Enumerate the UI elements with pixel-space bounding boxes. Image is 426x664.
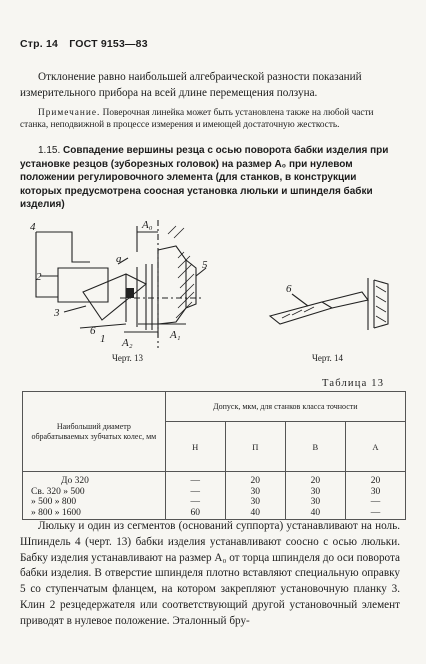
header-diameter: Наибольший диаметр обрабатываемых зубчатых колес, мм xyxy=(23,392,166,472)
label-4: 4 xyxy=(30,221,36,233)
label-A1: A₁ xyxy=(170,329,181,341)
cell-value: 40 xyxy=(310,507,321,518)
class-header-p: П xyxy=(225,422,285,472)
table-title: Таблица 13 xyxy=(322,378,385,389)
row-diameter: До 320 xyxy=(61,476,89,486)
cell-value: — xyxy=(190,476,200,486)
cell-value: 30 xyxy=(250,486,261,497)
cell-value: — xyxy=(370,507,381,518)
cell-value: 20 xyxy=(250,476,261,486)
note-label: Примечание. xyxy=(38,108,101,118)
label-6-fig14: 6 xyxy=(286,283,292,295)
note-paragraph xyxy=(20,108,400,131)
class-header-a: А xyxy=(345,422,405,472)
row-diameter: » 800 » 1600 xyxy=(31,507,81,518)
section-heading xyxy=(20,144,400,212)
label-1: 1 xyxy=(100,333,106,345)
label-6: 6 xyxy=(90,325,96,337)
table-row xyxy=(23,472,406,520)
intro-paragraph: Отклонение равно наибольшей алгебраической разности показаний измерительного прибора на всей длине перемещения ползуна. xyxy=(20,71,362,99)
body-paragraph: Люльку и один из сегментов (оснований суппорта) устанавливают на ноль. Шпиндель 4 (черт. 13) бабки изделия устанавливают соосно с осью люльки. Бабку изделия устанавливают на размер A₀ от торца шпинделя до оси поворота бабки изделия. В отверстие шпинделя плотно вставляют специальную оправку 5 со ступенчатым фланцем, на котором закрепляют установочную планку 3. Клин 2 резцедержателя или соответствующий другой установочный элемент приводят в нулевое положение. Эталонный бру- xyxy=(20,520,400,627)
cell-value: 30 xyxy=(310,486,321,497)
class-header-n: Н xyxy=(165,422,225,472)
note-text: Поверочная линейка может быть установлена также на любой части станка, неподвижной в процессе измерения и имеющей достаточную жесткость. xyxy=(20,108,374,130)
section-heading-text: Совпадение вершины резца с осью поворота бабки изделия при установке резцов (зуборезных головок) на размер A₀ при нулевом положении регулировочного элемента (для станков, в конструкции которых предусмотрена соосная установка люльки и шпинделя бабки изделия) xyxy=(20,145,389,211)
standard-code: ГОСТ 9153—83 xyxy=(69,38,148,50)
cell-value: — xyxy=(190,497,200,507)
section-number: 1.15. xyxy=(38,145,61,156)
tolerance-table xyxy=(22,391,406,520)
cell-value: 20 xyxy=(370,476,381,486)
cell-value: 60 xyxy=(190,507,200,518)
row-diameter: » 500 » 800 xyxy=(31,497,77,507)
label-A2: A₂ xyxy=(122,337,133,349)
page-header xyxy=(20,38,156,50)
page-number: Стр. 14 xyxy=(20,38,59,50)
cell-value: 40 xyxy=(250,507,261,518)
figure-14-caption: Черт. 14 xyxy=(312,353,343,363)
cell-value: 30 xyxy=(310,497,321,507)
label-3: 3 xyxy=(54,307,60,319)
header-tolerance-group: Допуск, мкм, для станков класса точности xyxy=(165,392,405,422)
label-a: а xyxy=(116,253,122,265)
label-A0: A₀ xyxy=(142,219,153,231)
label-2: 2 xyxy=(36,271,42,283)
label-5: 5 xyxy=(202,259,208,271)
cell-value: — xyxy=(190,486,200,497)
class-header-v: В xyxy=(285,422,345,472)
figure-14-drawing xyxy=(262,270,402,340)
cell-value: — xyxy=(370,497,381,507)
cell-value: 30 xyxy=(250,497,261,507)
figure-13-caption: Черт. 13 xyxy=(112,353,143,363)
cell-value: 30 xyxy=(370,486,381,497)
figure-13-drawing xyxy=(28,212,228,352)
cell-value: 20 xyxy=(310,476,321,486)
row-diameter: Св. 320 » 500 xyxy=(31,486,85,497)
